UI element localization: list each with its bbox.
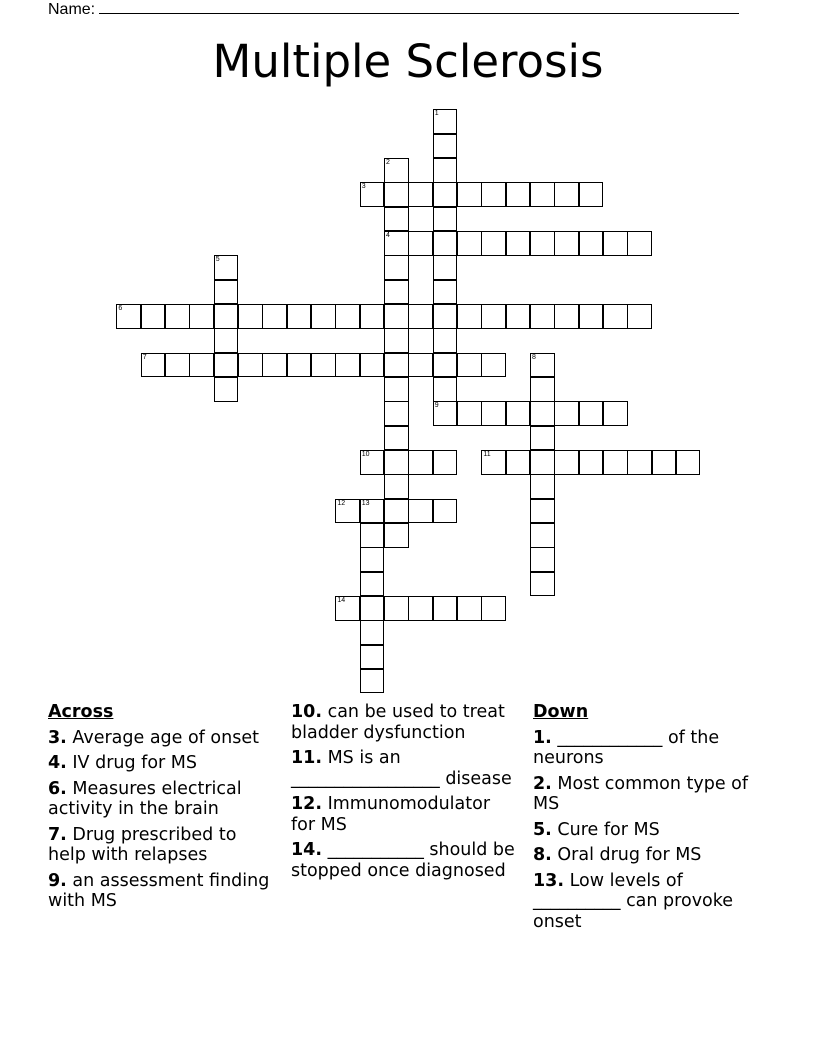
grid-cell[interactable] [603,231,628,256]
grid-cell[interactable] [408,450,433,475]
grid-cell[interactable] [165,353,190,378]
grid-cell[interactable] [506,182,531,207]
grid-cell[interactable] [627,231,652,256]
grid-cell[interactable] [360,669,385,694]
clue-number: 13 [361,499,370,507]
grid-cell[interactable] [360,596,385,621]
grid-cell[interactable] [287,353,312,378]
clue-down-8 [533,845,768,866]
grid-cell[interactable] [530,547,555,572]
grid-cell[interactable] [189,353,214,378]
grid-cell[interactable] [384,255,409,280]
clue-number-label: 13. [533,870,565,891]
clue-number-label: 9. [48,870,67,891]
grid-cell[interactable] [530,377,555,402]
across-column-continued [291,702,516,886]
grid-cell-13[interactable] [360,499,385,524]
clue-number-label: 5. [533,819,552,840]
grid-cell[interactable] [579,304,604,329]
clue-text: an assessment finding with MS [48,870,270,911]
grid-cell[interactable] [384,353,409,378]
grid-cell[interactable] [676,450,701,475]
clue-across-cont-12 [291,794,516,835]
grid-cell[interactable] [530,572,555,597]
clue-number: 12 [337,499,346,507]
grid-cell[interactable] [433,377,458,402]
grid-cell[interactable] [457,353,482,378]
grid-cell[interactable] [384,304,409,329]
grid-cell[interactable] [554,182,579,207]
grid-cell[interactable] [433,158,458,183]
grid-cell[interactable] [262,353,287,378]
grid-cell[interactable] [384,401,409,426]
grid-cell[interactable] [506,231,531,256]
clue-text: ____________ of the neurons [533,727,720,768]
grid-cell[interactable] [384,499,409,524]
grid-cell[interactable] [360,547,385,572]
clue-number-label: 7. [48,824,67,845]
grid-cell[interactable] [384,426,409,451]
grid-cell[interactable] [335,304,360,329]
grid-cell[interactable] [579,182,604,207]
grid-cell[interactable] [189,304,214,329]
grid-cell-7[interactable] [141,353,166,378]
grid-cell[interactable] [433,499,458,524]
grid-cell-14[interactable] [335,596,360,621]
clue-text: Low levels of __________ can provoke onset [533,870,734,932]
grid-cell[interactable] [506,304,531,329]
grid-cell[interactable] [481,401,506,426]
grid-cell[interactable] [530,182,555,207]
grid-cell[interactable] [554,401,579,426]
grid-cell[interactable] [433,182,458,207]
grid-cell-12[interactable] [335,499,360,524]
grid-cell[interactable] [214,353,239,378]
grid-cell[interactable] [360,620,385,645]
clue-text: MS is an _________________ disease [291,748,512,789]
clue-down-13 [533,871,768,933]
clue-down-1 [533,728,768,769]
grid-cell[interactable] [530,474,555,499]
grid-cell[interactable] [311,304,336,329]
clue-across-cont-11 [291,748,516,789]
clue-across-4 [48,753,273,774]
clue-number-label: 10. [291,702,323,722]
clue-number: 4 [386,232,390,240]
grid-cell[interactable] [530,231,555,256]
grid-cell[interactable] [408,353,433,378]
grid-cell[interactable] [214,280,239,305]
clue-across-cont-14 [291,840,516,881]
clue-number: 2 [386,159,390,167]
grid-cell[interactable] [360,645,385,670]
grid-cell-6[interactable] [116,304,141,329]
across-column [48,702,273,917]
grid-cell[interactable] [457,304,482,329]
grid-cell[interactable] [554,450,579,475]
clue-number-label: 1. [533,727,552,748]
clue-number-label: 6. [48,778,67,799]
clue-down-2 [533,774,768,815]
grid-cell[interactable] [530,401,555,426]
down-column [533,702,768,937]
clue-number: 1 [434,110,439,118]
clue-across-7 [48,825,273,866]
grid-cell[interactable] [457,401,482,426]
clue-across-6 [48,779,273,820]
grid-cell[interactable] [554,231,579,256]
grid-cell-11[interactable] [481,450,506,475]
grid-cell[interactable] [481,182,506,207]
clue-number: 8 [532,353,536,361]
grid-cell[interactable] [603,304,628,329]
grid-cell[interactable] [433,328,458,353]
grid-cell[interactable] [384,474,409,499]
grid-cell[interactable] [360,353,385,378]
grid-cell-1[interactable] [433,109,458,134]
name-label: Name: [48,1,96,18]
grid-cell[interactable] [262,304,287,329]
grid-cell[interactable] [457,231,482,256]
grid-cell[interactable] [554,304,579,329]
grid-cell[interactable] [457,596,482,621]
clue-text: Immunomodulator for MS [291,794,491,835]
clue-number: 7 [142,353,147,361]
clue-number-label: 8. [533,845,552,865]
grid-cell[interactable] [238,304,263,329]
clue-text: Most common type of MS [533,773,749,814]
grid-cell[interactable] [335,353,360,378]
clue-number: 10 [361,451,370,459]
grid-cell[interactable] [433,450,458,475]
grid-cell-10[interactable] [360,450,385,475]
grid-cell[interactable] [384,523,409,548]
puzzle-title: Multiple Sclerosis [212,35,604,88]
grid-cell[interactable] [457,182,482,207]
grid-cell[interactable] [530,450,555,475]
clue-number-label: 3. [48,727,67,748]
grid-cell[interactable] [214,377,239,402]
clue-text: Average age of onset [66,727,259,748]
grid-cell[interactable] [287,304,312,329]
grid-cell[interactable] [433,353,458,378]
grid-cell[interactable] [627,450,652,475]
clue-number-label: 12. [291,794,323,814]
clue-number: 9 [434,402,439,410]
grid-cell[interactable] [384,328,409,353]
clue-text: Measures electrical activity in the brain [48,778,242,819]
grid-cell[interactable] [530,523,555,548]
grid-cell[interactable] [433,255,458,280]
grid-cell-5[interactable] [214,255,239,280]
grid-cell[interactable] [603,450,628,475]
clue-number: 14 [337,597,346,604]
grid-cell[interactable] [481,353,506,378]
clue-text: IV drug for MS [66,753,197,773]
grid-cell[interactable] [433,207,458,232]
grid-cell[interactable] [433,134,458,159]
grid-cell[interactable] [360,523,385,548]
across-heading: Across [48,702,114,722]
grid-cell[interactable] [530,426,555,451]
clue-number: 11 [483,451,491,459]
clue-number-label: 11. [291,748,323,768]
grid-cell[interactable] [481,231,506,256]
grid-cell[interactable] [530,499,555,524]
grid-cell[interactable] [408,231,433,256]
grid-cell[interactable] [506,401,531,426]
grid-cell[interactable] [360,304,385,329]
grid-cell[interactable] [384,450,409,475]
clue-down-5 [533,820,768,841]
grid-cell[interactable] [408,499,433,524]
clue-text: ___________ should be stopped once diagnosed [291,840,515,881]
grid-cell-3[interactable] [360,182,385,207]
grid-cell[interactable] [652,450,677,475]
grid-cell[interactable] [214,304,239,329]
grid-cell[interactable] [433,304,458,329]
grid-cell-4[interactable] [384,231,409,256]
clue-number-label: 2. [533,773,552,794]
grid-cell[interactable] [384,596,409,621]
grid-cell[interactable] [384,280,409,305]
grid-cell-9[interactable] [433,401,458,426]
clue-number: 3 [361,183,366,191]
grid-cell[interactable] [481,596,506,621]
grid-cell[interactable] [311,353,336,378]
clue-across-cont-10 [291,702,516,743]
clue-number-label: 14. [291,840,323,860]
grid-cell[interactable] [141,304,166,329]
grid-cell[interactable] [433,231,458,256]
clue-text: Drug prescribed to help with relapses [48,824,237,865]
grid-cell[interactable] [506,450,531,475]
grid-cell-2[interactable] [384,158,409,183]
grid-cell[interactable] [627,304,652,329]
clue-across-3 [48,728,273,749]
grid-cell[interactable] [433,596,458,621]
grid-cell[interactable] [408,182,433,207]
grid-cell[interactable] [214,328,239,353]
clue-text: Oral drug for MS [551,845,702,865]
clue-text: Cure for MS [551,819,660,840]
grid-cell[interactable] [384,182,409,207]
grid-cell[interactable] [579,401,604,426]
grid-cell[interactable] [360,572,385,597]
clue-number: 6 [118,305,123,313]
clue-across-9 [48,871,273,912]
grid-cell[interactable] [238,353,263,378]
grid-cell[interactable] [579,450,604,475]
clue-text: can be used to treat bladder dysfunction [291,702,505,743]
grid-cell[interactable] [603,401,628,426]
grid-cell[interactable] [481,304,506,329]
down-heading: Down [533,702,589,722]
grid-cell[interactable] [165,304,190,329]
clue-number: 5 [215,256,220,264]
grid-cell[interactable] [433,280,458,305]
grid-cell[interactable] [579,231,604,256]
grid-cell[interactable] [530,304,555,329]
grid-cell-8[interactable] [530,353,555,378]
clue-number-label: 4. [48,753,67,773]
grid-cell[interactable] [384,207,409,232]
grid-cell[interactable] [408,304,433,329]
grid-cell[interactable] [408,596,433,621]
grid-cell[interactable] [384,377,409,402]
